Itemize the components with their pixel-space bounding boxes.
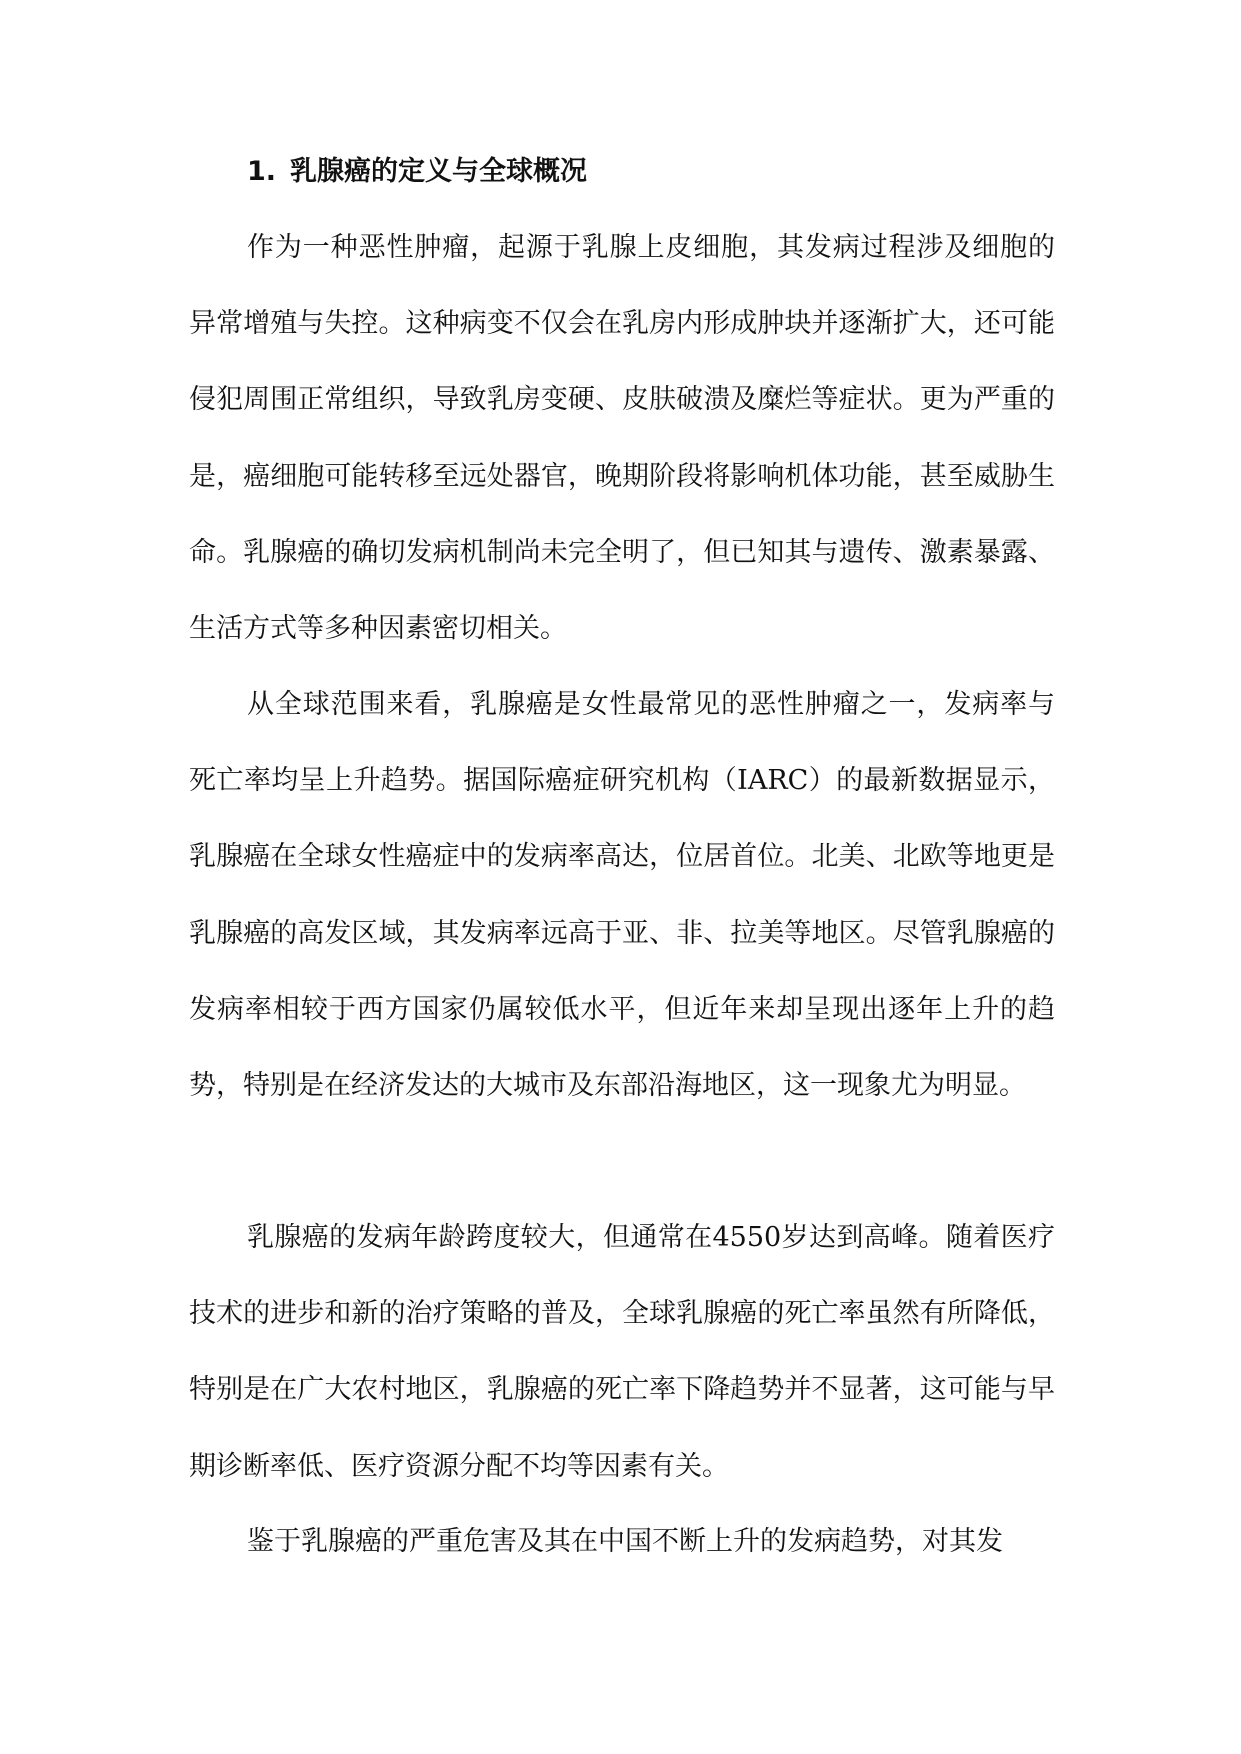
section-number: 1. — [247, 156, 277, 187]
section-heading — [247, 152, 587, 192]
paragraph-significance: 鉴于乳腺癌的严重危害及其在中国不断上升的发病趋势，对其发 — [247, 1526, 1003, 1557]
paragraph-age-mortality: 乳腺癌的发病年龄跨度较大，但通常在4550岁达到高峰。随着医疗技术的进步和新的治疗策略的普及，全球乳腺癌的死亡率虽然有所降低，特别是在广大农村地区，乳腺癌的死亡率下降趋势并不显著，这可能与早期诊断率低、医疗资源分配不均等因素有关。 — [189, 1222, 1055, 1482]
section-title: 乳腺癌的定义与全球概况 — [290, 156, 588, 187]
paragraph-global-overview: 从全球范围来看，乳腺癌是女性最常见的恶性肿瘤之一，发病率与死亡率均呈上升趋势。据国际癌症研究机构（IARC）的最新数据显示，乳腺癌在全球女性癌症中的发病率高达，位居首位。北美、北欧等地更是乳腺癌的高发区域，其发病率远高于亚、非、拉美等地区。尽管乳腺癌的发病率相较于西方国家仍属较低水平，但近年来却呈现出逐年上升的趋势，特别是在经济发达的大城市及东部沿海地区，这一现象尤为明显。 — [189, 689, 1055, 1102]
paragraph-definition: 作为一种恶性肿瘤，起源于乳腺上皮细胞，其发病过程涉及细胞的异常增殖与失控。这种病变不仅会在乳房内形成肿块并逐渐扩大，还可能侵犯周围正常组织，导致乳房变硬、皮肤破溃及糜烂等症状。更为严重的是，癌细胞可能转移至远处器官，晚期阶段将影响机体功能，甚至威胁生命。乳腺癌的确切发病机制尚未完全明了，但已知其与遗传、激素暴露、生活方式等多种因素密切相关。 — [189, 232, 1055, 645]
